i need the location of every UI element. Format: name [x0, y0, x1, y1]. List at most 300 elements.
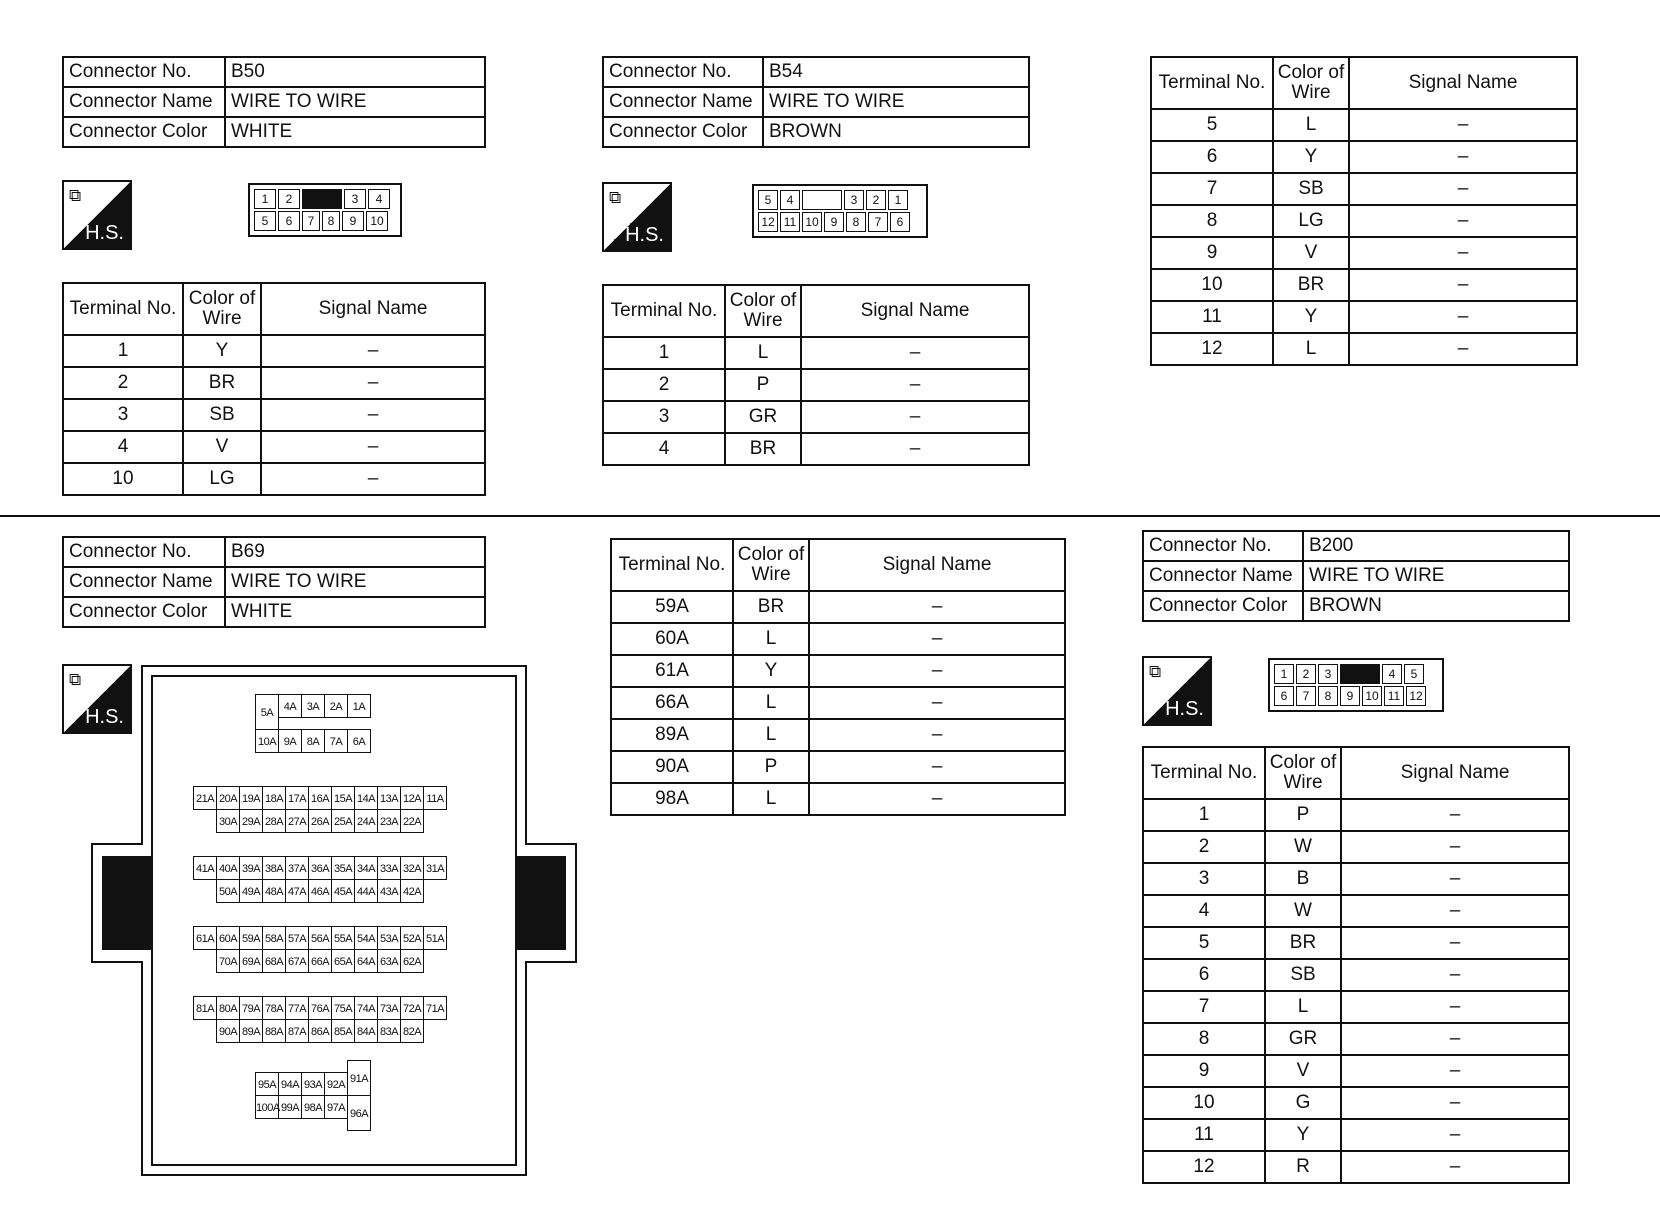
key-block — [302, 189, 342, 209]
pin: 62A — [400, 949, 424, 973]
pin-group — [193, 996, 446, 1042]
pin: 58A — [262, 926, 286, 950]
pin-group — [193, 856, 446, 902]
table-row — [611, 655, 1065, 687]
pin: 11 — [780, 212, 800, 232]
terminal-cell: 61A — [611, 655, 733, 687]
color-of-wire-header: Color of Wire — [733, 539, 809, 591]
wire-color-cell: L — [733, 719, 809, 751]
pin: 9 — [342, 211, 364, 231]
table-row — [1143, 1087, 1569, 1119]
terminal-cell: 9 — [1143, 1055, 1265, 1087]
connector-color-value: BROWN — [1303, 591, 1569, 621]
table-row — [611, 591, 1065, 623]
pin: 23A — [377, 809, 401, 833]
connector-harness-icon: ⧉ — [609, 188, 622, 207]
pin: 97A — [324, 1095, 348, 1119]
connector-no-value: B69 — [225, 537, 485, 567]
table-row — [1143, 863, 1569, 895]
pin: 90A — [216, 1019, 240, 1043]
b50-info-table — [62, 56, 486, 148]
pin: 37A — [285, 856, 309, 880]
pin: 5 — [1404, 664, 1424, 684]
signal-cell: – — [809, 719, 1065, 751]
pin: 84A — [354, 1019, 378, 1043]
signal-name-header: Signal Name — [261, 283, 485, 335]
pin: 56A — [308, 926, 332, 950]
hs-icon — [602, 182, 672, 252]
signal-cell: – — [809, 623, 1065, 655]
pin: 2 — [866, 190, 886, 210]
pin: 99A — [278, 1095, 302, 1119]
signal-cell: – — [809, 751, 1065, 783]
pin: 60A — [216, 926, 240, 950]
pin: 7 — [302, 211, 320, 231]
connector-color-value: WHITE — [225, 597, 485, 627]
terminal-cell: 90A — [611, 751, 733, 783]
pin: 3A — [301, 694, 325, 718]
pin: 20A — [216, 786, 240, 810]
wire-color-cell: BR — [725, 433, 801, 465]
pin: 9 — [824, 212, 844, 232]
terminal-cell: 7 — [1143, 991, 1265, 1023]
wire-color-cell: G — [1265, 1087, 1341, 1119]
table-row — [63, 463, 485, 495]
terminal-cell: 9 — [1151, 237, 1273, 269]
table-row — [63, 399, 485, 431]
signal-cell: – — [1341, 1119, 1569, 1151]
terminal-cell: 10 — [1151, 269, 1273, 301]
pin: 61A — [193, 926, 217, 950]
signal-cell: – — [1349, 173, 1577, 205]
pin: 77A — [285, 996, 309, 1020]
terminal-cell: 10 — [63, 463, 183, 495]
pin: 4 — [368, 189, 390, 209]
table-row — [1151, 237, 1577, 269]
terminal-cell: 3 — [1143, 863, 1265, 895]
connector-color-value: BROWN — [763, 117, 1029, 147]
hs-icon — [62, 180, 132, 250]
section-divider — [0, 515, 1660, 517]
pin: 4A — [278, 694, 302, 718]
wire-color-cell: L — [1273, 333, 1349, 365]
pin: 48A — [262, 879, 286, 903]
pin: 92A — [324, 1072, 348, 1096]
pin: 2 — [278, 189, 300, 209]
pin: 3 — [344, 189, 366, 209]
pin-group — [255, 694, 370, 752]
connector-name-value: WIRE TO WIRE — [225, 567, 485, 597]
connector-harness-icon: ⧉ — [69, 670, 82, 689]
wire-color-cell: Y — [1265, 1119, 1341, 1151]
connector-color-label: Connector Color — [1143, 591, 1303, 621]
connector-color-value: WHITE — [225, 117, 485, 147]
signal-cell: – — [261, 367, 485, 399]
wire-color-cell: P — [725, 369, 801, 401]
connector-no-value: B50 — [225, 57, 485, 87]
terminal-cell: 6 — [1143, 959, 1265, 991]
connector-name-label: Connector Name — [63, 87, 225, 117]
pin: 26A — [308, 809, 332, 833]
terminal-no-header: Terminal No. — [63, 283, 183, 335]
pin: 76A — [308, 996, 332, 1020]
signal-cell: – — [1349, 141, 1577, 173]
pin: 2 — [1296, 664, 1316, 684]
b69-terminal-table — [610, 538, 1066, 816]
pin: 43A — [377, 879, 401, 903]
connector-name-value: WIRE TO WIRE — [225, 87, 485, 117]
signal-cell: – — [1349, 205, 1577, 237]
table-row — [1151, 173, 1577, 205]
table-row — [63, 431, 485, 463]
connector-name-value: WIRE TO WIRE — [1303, 561, 1569, 591]
pin: 8A — [301, 729, 325, 753]
pin: 40A — [216, 856, 240, 880]
connector-color-label: Connector Color — [603, 117, 763, 147]
pin: 9 — [1340, 686, 1360, 706]
wire-color-cell: SB — [1265, 959, 1341, 991]
pin: 4 — [780, 190, 800, 210]
pin: 91A — [347, 1060, 371, 1096]
wire-color-cell: L — [733, 623, 809, 655]
table-row — [1143, 895, 1569, 927]
table-row — [1151, 333, 1577, 365]
signal-cell: – — [801, 369, 1029, 401]
b69-info-table — [62, 536, 486, 628]
terminal-cell: 1 — [63, 335, 183, 367]
signal-cell: – — [1349, 269, 1577, 301]
wire-color-cell: P — [733, 751, 809, 783]
wire-color-cell: V — [183, 431, 261, 463]
pin: 3 — [844, 190, 864, 210]
pin: 14A — [354, 786, 378, 810]
connector-no-label: Connector No. — [1143, 531, 1303, 561]
wire-color-cell: BR — [1273, 269, 1349, 301]
pin: 29A — [239, 809, 263, 833]
pin: 96A — [347, 1095, 371, 1131]
pin: 1A — [347, 694, 371, 718]
b50-connector-face — [248, 183, 402, 237]
pin: 69A — [239, 949, 263, 973]
pin: 18A — [262, 786, 286, 810]
b54-connector-face — [752, 184, 928, 238]
pin: 19A — [239, 786, 263, 810]
terminal-cell: 12 — [1151, 333, 1273, 365]
pin: 51A — [423, 926, 447, 950]
pin: 65A — [331, 949, 355, 973]
table-row — [1143, 1151, 1569, 1183]
pin: 8 — [322, 211, 340, 231]
table-row — [1143, 1119, 1569, 1151]
table-row — [1143, 831, 1569, 863]
pin: 30A — [216, 809, 240, 833]
pin: 70A — [216, 949, 240, 973]
table-row — [63, 367, 485, 399]
signal-cell: – — [261, 399, 485, 431]
pin: 31A — [423, 856, 447, 880]
terminal-cell: 11 — [1143, 1119, 1265, 1151]
pin: 85A — [331, 1019, 355, 1043]
pin: 87A — [285, 1019, 309, 1043]
signal-cell: – — [809, 655, 1065, 687]
wire-color-cell: BR — [183, 367, 261, 399]
wire-color-cell: BR — [733, 591, 809, 623]
color-of-wire-header: Color of Wire — [183, 283, 261, 335]
hs-label: H.S. — [85, 222, 124, 244]
signal-cell: – — [809, 783, 1065, 815]
pin: 4 — [1382, 664, 1402, 684]
signal-name-header: Signal Name — [801, 285, 1029, 337]
pin: 24A — [354, 809, 378, 833]
pin: 47A — [285, 879, 309, 903]
pin: 8 — [1318, 686, 1338, 706]
terminal-no-header: Terminal No. — [1151, 57, 1273, 109]
wire-color-cell: SB — [183, 399, 261, 431]
pin: 54A — [354, 926, 378, 950]
pin: 63A — [377, 949, 401, 973]
pin: 67A — [285, 949, 309, 973]
pin: 33A — [377, 856, 401, 880]
terminal-cell: 6 — [1151, 141, 1273, 173]
pin: 5 — [254, 211, 276, 231]
b54-info-table — [602, 56, 1030, 148]
hs-label: H.S. — [1165, 698, 1204, 720]
pin: 13A — [377, 786, 401, 810]
terminal-cell: 1 — [1143, 799, 1265, 831]
pin: 38A — [262, 856, 286, 880]
connector-name-label: Connector Name — [603, 87, 763, 117]
terminal-cell: 60A — [611, 623, 733, 655]
signal-cell: – — [1341, 991, 1569, 1023]
wire-color-cell: R — [1265, 1151, 1341, 1183]
connector-no-value: B200 — [1303, 531, 1569, 561]
terminal-no-header: Terminal No. — [603, 285, 725, 337]
connector-name-value: WIRE TO WIRE — [763, 87, 1029, 117]
signal-cell: – — [801, 401, 1029, 433]
signal-cell: – — [809, 591, 1065, 623]
wire-color-cell: GR — [1265, 1023, 1341, 1055]
color-of-wire-header: Color of Wire — [725, 285, 801, 337]
pin: 71A — [423, 996, 447, 1020]
wire-color-cell: L — [725, 337, 801, 369]
b200-terminal-table — [1142, 746, 1570, 1184]
connector-harness-icon: ⧉ — [69, 186, 82, 205]
pin: 5 — [758, 190, 778, 210]
terminal-cell: 66A — [611, 687, 733, 719]
signal-cell: – — [1341, 799, 1569, 831]
pin: 55A — [331, 926, 355, 950]
connector-name-label: Connector Name — [1143, 561, 1303, 591]
pin: 6 — [1274, 686, 1294, 706]
terminal-cell: 4 — [603, 433, 725, 465]
pin: 74A — [354, 996, 378, 1020]
pin: 10 — [802, 212, 822, 232]
pin: 1 — [1274, 664, 1294, 684]
wire-color-cell: SB — [1273, 173, 1349, 205]
pin: 46A — [308, 879, 332, 903]
terminal-cell: 2 — [603, 369, 725, 401]
wire-color-cell: W — [1265, 895, 1341, 927]
wire-color-cell: L — [1273, 109, 1349, 141]
connector-color-label: Connector Color — [63, 597, 225, 627]
pin: 89A — [239, 1019, 263, 1043]
terminal-no-header: Terminal No. — [1143, 747, 1265, 799]
connector-name-label: Connector Name — [63, 567, 225, 597]
pin: 49A — [239, 879, 263, 903]
pin: 79A — [239, 996, 263, 1020]
terminal-cell: 8 — [1151, 205, 1273, 237]
pin: 50A — [216, 879, 240, 903]
wire-color-cell: L — [733, 783, 809, 815]
wire-color-cell: P — [1265, 799, 1341, 831]
pin: 94A — [278, 1072, 302, 1096]
terminal-cell: 11 — [1151, 301, 1273, 333]
signal-cell: – — [1341, 1151, 1569, 1183]
wire-color-cell: V — [1265, 1055, 1341, 1087]
terminal-cell: 3 — [63, 399, 183, 431]
pin: 9A — [278, 729, 302, 753]
wire-color-cell: L — [733, 687, 809, 719]
table-row — [603, 369, 1029, 401]
signal-cell: – — [801, 433, 1029, 465]
signal-cell: – — [1349, 301, 1577, 333]
pin-group — [193, 786, 446, 832]
pin: 12 — [1406, 686, 1426, 706]
pin: 98A — [301, 1095, 325, 1119]
pin: 3 — [1318, 664, 1338, 684]
terminal-cell: 2 — [1143, 831, 1265, 863]
terminal-cell: 5 — [1143, 927, 1265, 959]
pin: 82A — [400, 1019, 424, 1043]
pin: 25A — [331, 809, 355, 833]
pin: 53A — [377, 926, 401, 950]
terminal-no-header: Terminal No. — [611, 539, 733, 591]
pin: 39A — [239, 856, 263, 880]
wire-color-cell: Y — [183, 335, 261, 367]
table-row — [1143, 799, 1569, 831]
pin: 6 — [890, 212, 910, 232]
table-row — [1151, 269, 1577, 301]
signal-name-header: Signal Name — [1341, 747, 1569, 799]
pin: 17A — [285, 786, 309, 810]
signal-cell: – — [1341, 1023, 1569, 1055]
signal-cell: – — [1349, 333, 1577, 365]
table-row — [611, 783, 1065, 815]
terminal-cell: 7 — [1151, 173, 1273, 205]
pin: 5A — [255, 694, 279, 730]
table-row — [603, 433, 1029, 465]
signal-name-header: Signal Name — [1349, 57, 1577, 109]
connector-harness-icon: ⧉ — [1149, 662, 1162, 681]
pin: 80A — [216, 996, 240, 1020]
pin: 93A — [301, 1072, 325, 1096]
pin: 7A — [324, 729, 348, 753]
table-row — [1151, 205, 1577, 237]
signal-name-header: Signal Name — [809, 539, 1065, 591]
b54-terminal-table — [602, 284, 1030, 466]
pin: 81A — [193, 996, 217, 1020]
pin: 72A — [400, 996, 424, 1020]
wire-color-cell: LG — [183, 463, 261, 495]
terminal-cell: 3 — [603, 401, 725, 433]
table-row — [1143, 959, 1569, 991]
pin: 100A — [255, 1095, 279, 1119]
b54-terminal-table-continued — [1150, 56, 1578, 366]
pin: 88A — [262, 1019, 286, 1043]
hs-label: H.S. — [85, 706, 124, 728]
terminal-cell: 10 — [1143, 1087, 1265, 1119]
connector-no-value: B54 — [763, 57, 1029, 87]
signal-cell: – — [1341, 1087, 1569, 1119]
pin: 64A — [354, 949, 378, 973]
signal-cell: – — [1341, 927, 1569, 959]
pin-group — [193, 926, 446, 972]
pin: 66A — [308, 949, 332, 973]
pin: 12A — [400, 786, 424, 810]
pin: 45A — [331, 879, 355, 903]
signal-cell: – — [1349, 109, 1577, 141]
signal-cell: – — [261, 463, 485, 495]
pin: 28A — [262, 809, 286, 833]
signal-cell: – — [261, 431, 485, 463]
pin: 7 — [868, 212, 888, 232]
pin: 10A — [255, 729, 279, 753]
table-row — [611, 623, 1065, 655]
wire-color-cell: Y — [733, 655, 809, 687]
pin-group — [255, 1072, 370, 1130]
pin: 27A — [285, 809, 309, 833]
table-row — [1143, 1023, 1569, 1055]
pin: 16A — [308, 786, 332, 810]
pin: 59A — [239, 926, 263, 950]
pin: 1 — [254, 189, 276, 209]
pin: 78A — [262, 996, 286, 1020]
table-row — [611, 719, 1065, 751]
pin: 75A — [331, 996, 355, 1020]
wire-color-cell: L — [1265, 991, 1341, 1023]
pin: 44A — [354, 879, 378, 903]
pin: 10 — [1362, 686, 1382, 706]
connector-color-label: Connector Color — [63, 117, 225, 147]
pin: 83A — [377, 1019, 401, 1043]
signal-cell: – — [261, 335, 485, 367]
terminal-cell: 4 — [63, 431, 183, 463]
terminal-cell: 1 — [603, 337, 725, 369]
connector-no-label: Connector No. — [63, 537, 225, 567]
terminal-cell: 8 — [1143, 1023, 1265, 1055]
pin: 6A — [347, 729, 371, 753]
pin: 1 — [888, 190, 908, 210]
b50-terminal-table — [62, 282, 486, 496]
pin: 86A — [308, 1019, 332, 1043]
terminal-cell: 2 — [63, 367, 183, 399]
pin: 12 — [758, 212, 778, 232]
signal-cell: – — [801, 337, 1029, 369]
hs-label: H.S. — [625, 224, 664, 246]
signal-cell: – — [1341, 831, 1569, 863]
connector-no-label: Connector No. — [63, 57, 225, 87]
signal-cell: – — [1341, 895, 1569, 927]
table-row — [611, 687, 1065, 719]
terminal-cell: 98A — [611, 783, 733, 815]
pin: 8 — [846, 212, 866, 232]
pin: 10 — [366, 211, 388, 231]
table-row — [603, 401, 1029, 433]
signal-cell: – — [1341, 959, 1569, 991]
pin: 34A — [354, 856, 378, 880]
b200-connector-face — [1268, 658, 1444, 712]
wire-color-cell: W — [1265, 831, 1341, 863]
